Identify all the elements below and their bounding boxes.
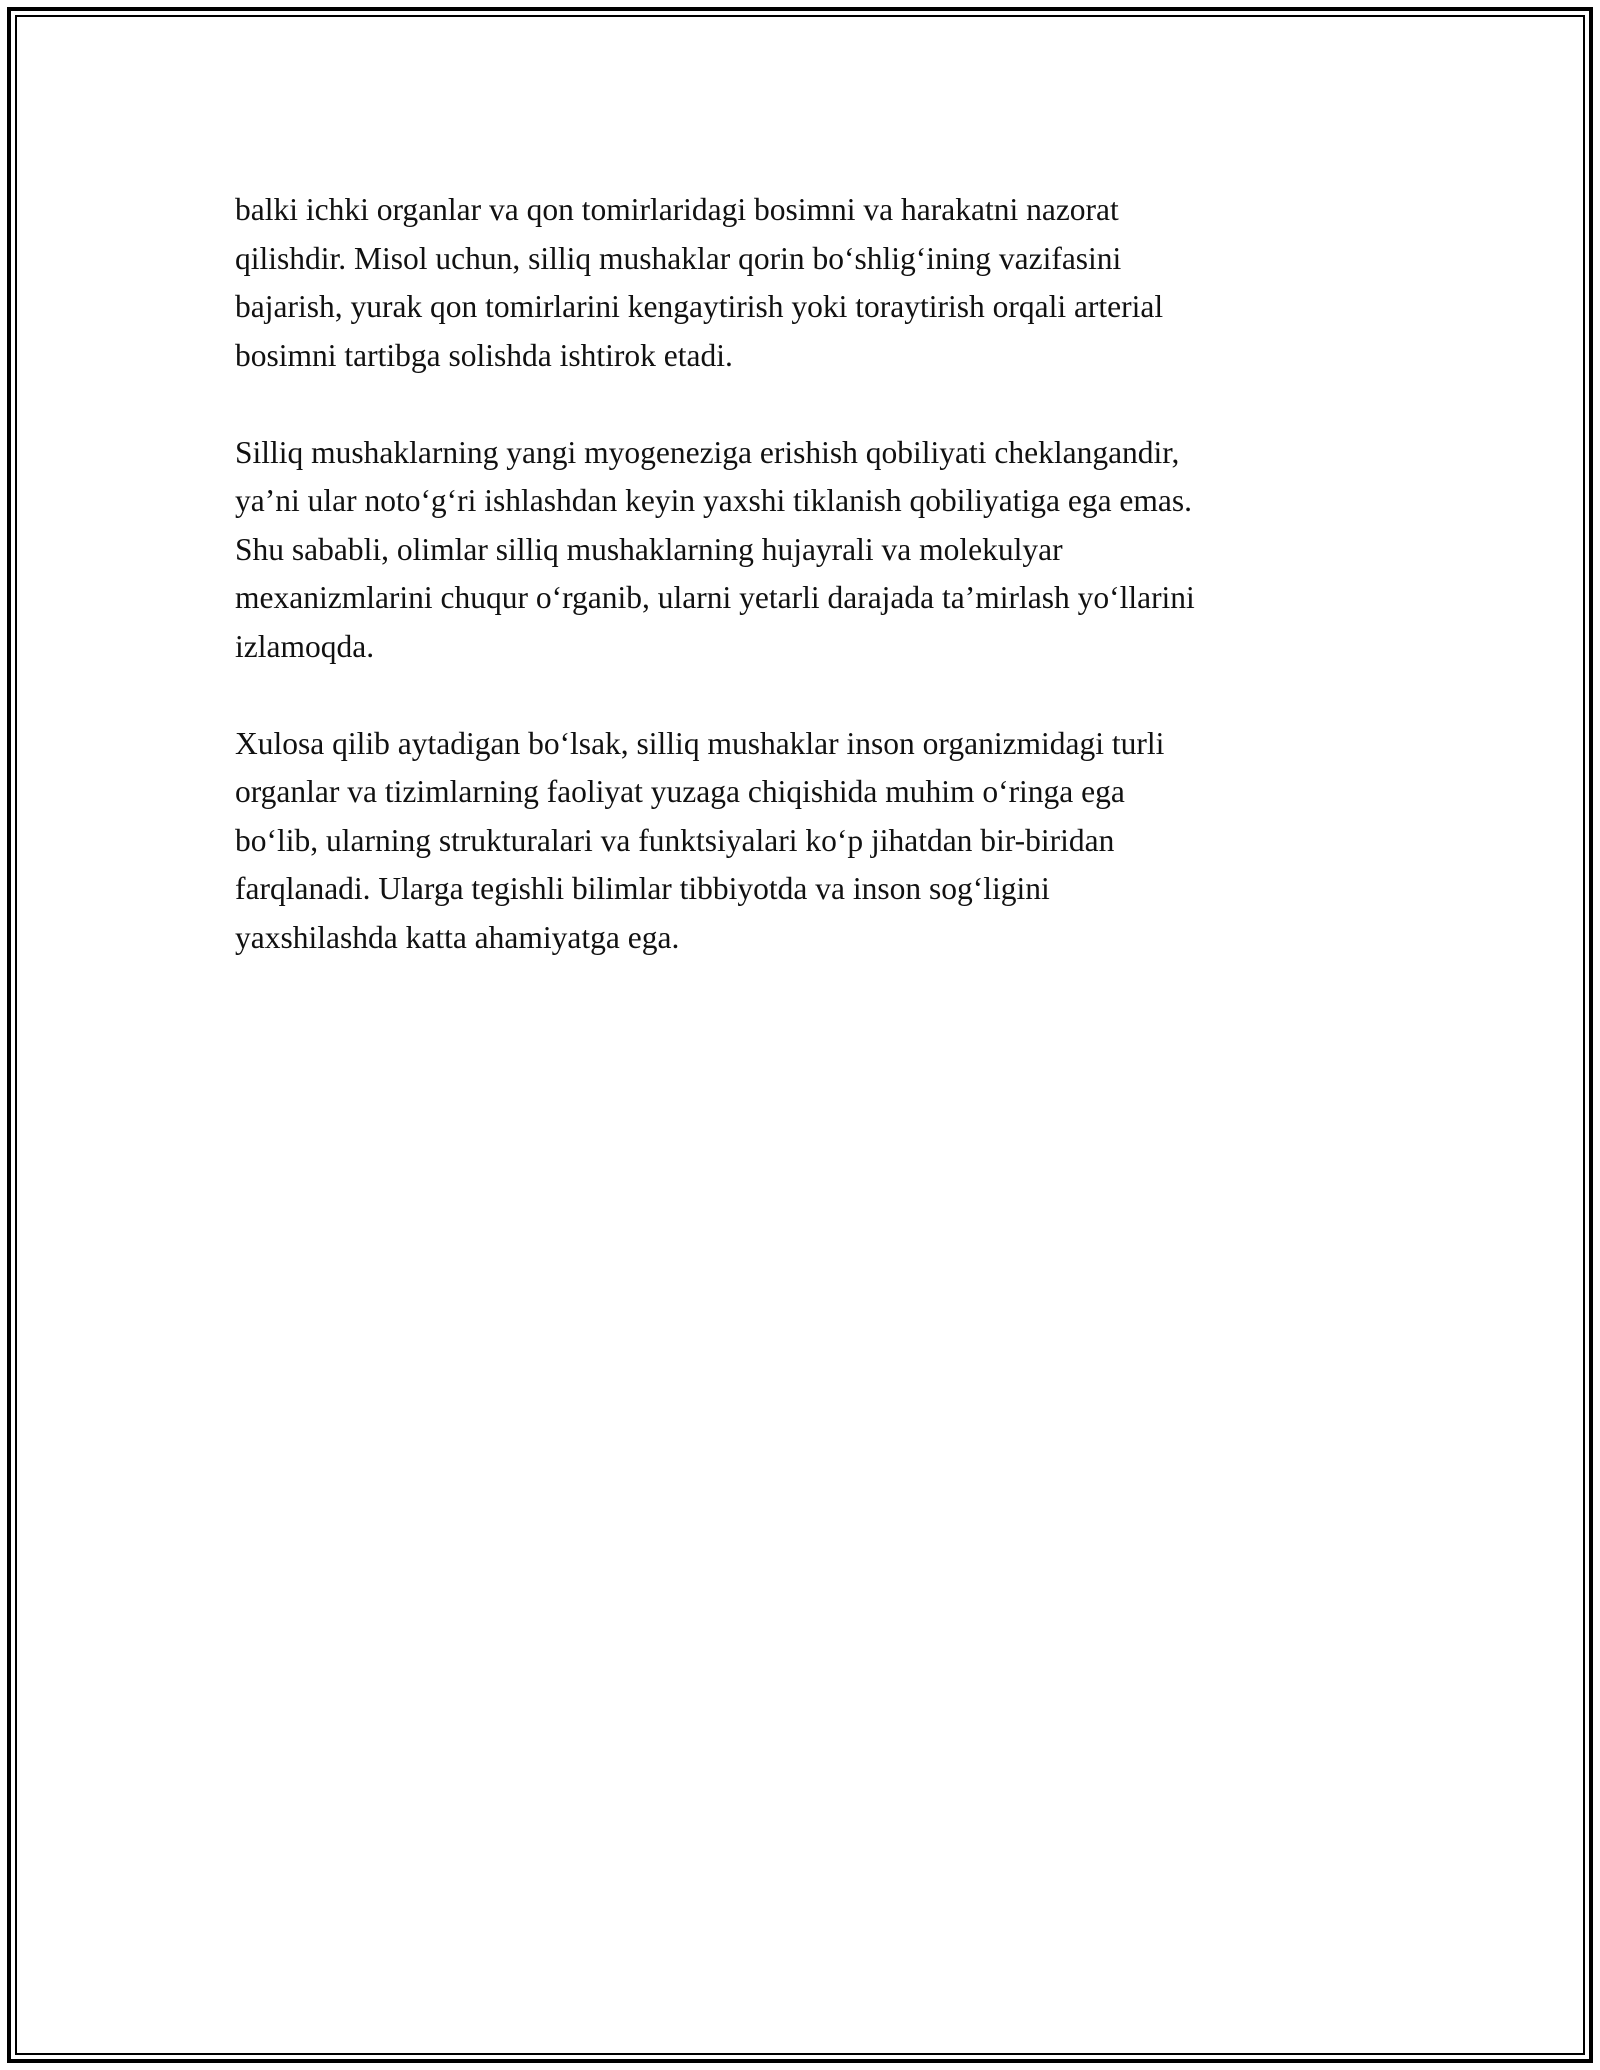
text-line: bajarish, yurak qon tomirlarini kengaytirish yoki toraytirish orqali arterial [235,289,1164,324]
text-line: Xulosa qilib aytadigan bo‘lsak, silliq mushaklar inson organizmidagi turli [235,725,1165,761]
text-line: farqlanadi. Ularga tegishli bilimlar tibbiyotda va inson sog‘ligini [235,871,1050,906]
text-line: Silliq mushaklarning yangi myogeneziga erishish qobiliyati cheklangandir, [235,434,1180,470]
text-line: bosimni tartibga solishda ishtirok etadi. [235,337,733,373]
text-line: mexanizmlarini chuqur o‘rganib, ularni yetarli darajada ta’mirlash yo‘llarini [235,580,1195,615]
paragraph-2 [235,429,1365,672]
text-line: Shu sababli, olimlar silliq mushaklarning hujayrali va molekulyar [235,531,1063,567]
document-body [235,186,1365,1011]
text-line: bo‘lib, ularning strukturalari va funktsiyalari ko‘p jihatdan bir-biridan [235,822,1115,858]
paragraph-3 [235,720,1365,963]
text-line: ya’ni ular noto‘g‘ri ishlashdan keyin yaxshi tiklanish qobiliyatiga ega emas. [235,483,1193,518]
text-line: organlar va tizimlarning faoliyat yuzaga chiqishida muhim o‘ringa ega [235,774,1125,809]
text-line: qilishdir. Misol uchun, silliq mushaklar qorin bo‘shlig‘ining vazifasini [235,240,1122,276]
text-line: balki ichki organlar va qon tomirlaridagi bosimni va harakatni nazorat [235,192,1119,227]
text-line: yaxshilashda katta ahamiyatga ega. [235,919,680,955]
paragraph-1 [235,186,1365,380]
text-line: izlamoqda. [235,628,375,664]
